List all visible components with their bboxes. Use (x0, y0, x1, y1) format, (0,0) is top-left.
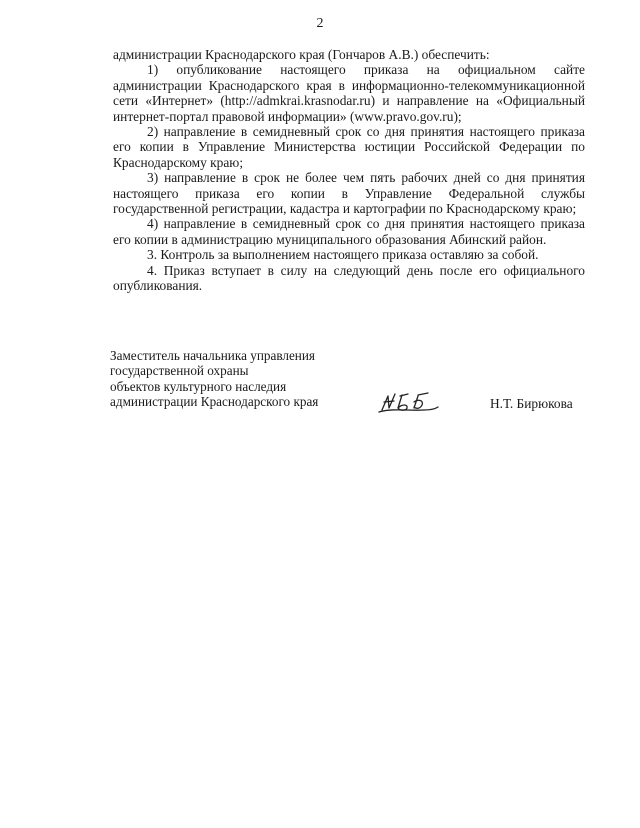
signatory-title-line: объектов культурного наследия (110, 378, 287, 394)
paragraph-item-2: 2) направление в семидневный срок со дня принятия настоящего приказа его копии в Управление Министерства юстиции Российской Федерации по Краснодарскому краю; (113, 124, 585, 170)
page-number: 2 (316, 16, 324, 31)
paragraph-item-1: 1) опубликование настоящего приказа на официальном сайте администрации Краснодарского края в информационно-телекоммуникационной сети «Интернет» (http://admkrai.krasnodar.ru) и направление на «Официальный интернет-портал правовой информации» (www.pravo.gov.ru); (113, 62, 585, 124)
paragraph-intro: администрации Краснодарского края (Гончаров А.В.) обеспечить: (113, 47, 490, 62)
signatory-title-line: государственной охраны (110, 363, 249, 379)
paragraph-effective-date: 4. Приказ вступает в силу на следующий день после его официального опубликования. (113, 262, 585, 294)
signatory-name: Н.Т. Бирюкова (490, 396, 573, 411)
signatory-title-line: Заместитель начальника управления (110, 348, 315, 363)
paragraph-item-4: 4) направление в семидневный срок со дня принятия настоящего приказа его копии в администрацию муниципального образования Абинский район. (113, 216, 585, 247)
document-body (113, 47, 585, 294)
signatory-title-line: администрации Краснодарского края (110, 394, 319, 410)
signatory-title (110, 348, 340, 410)
handwritten-signature (378, 388, 440, 416)
paragraph-control: 3. Контроль за выполнением настоящего приказа оставляю за собой. (147, 247, 539, 263)
paragraph-item-3: 3) направление в срок не более чем пять рабочих дней со дня принятия настоящего приказа его копии в Управление Федеральной службы государственной регистрации, кадастра и картографии по Краснодарскому краю; (113, 170, 585, 217)
